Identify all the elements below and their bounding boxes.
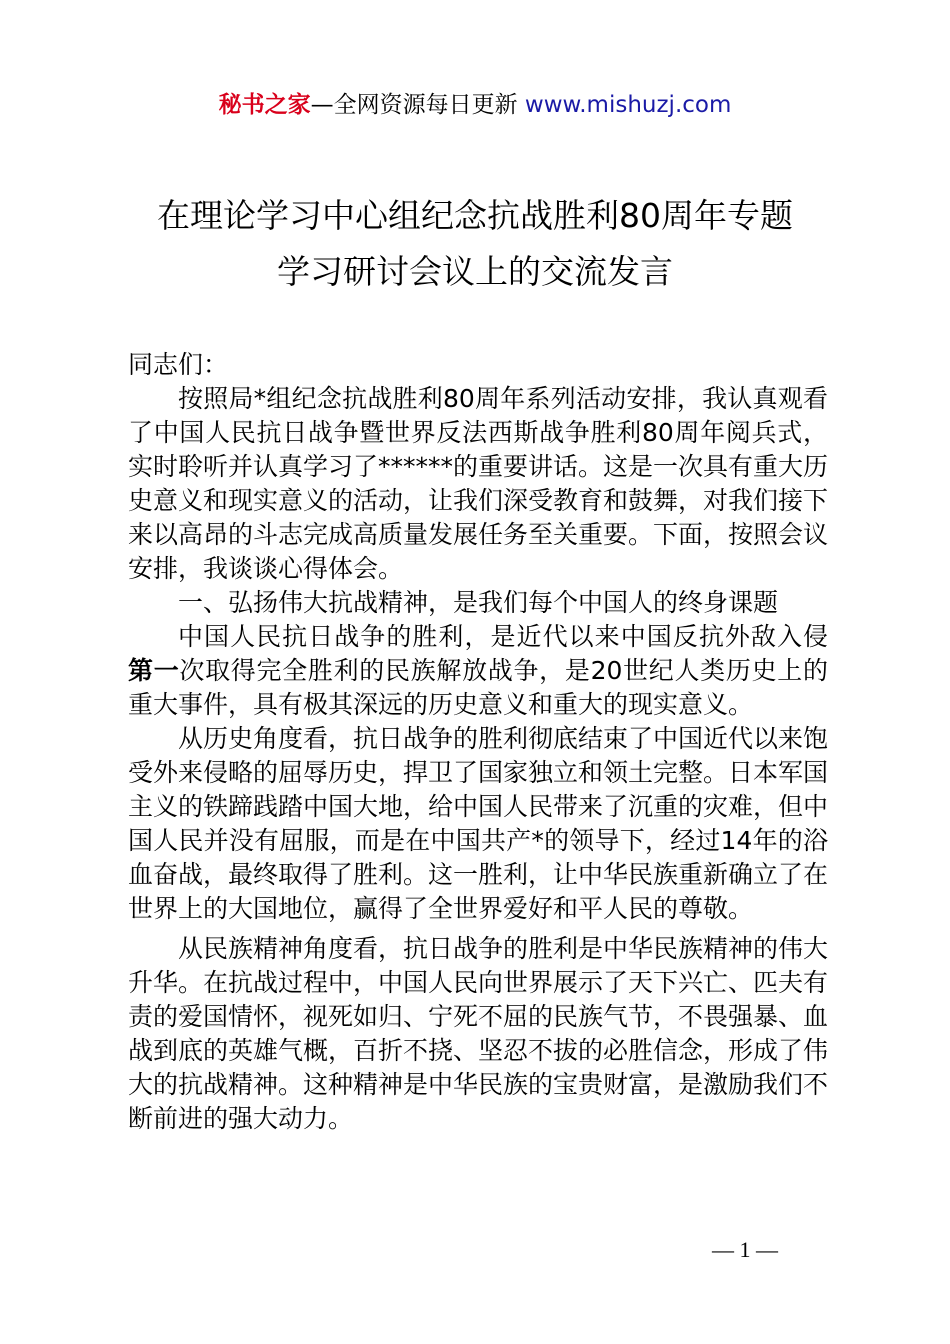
document-body bbox=[128, 348, 828, 1136]
title-line-1: 在理论学习中心组纪念抗战胜利80周年专题 bbox=[157, 196, 793, 235]
paragraph-history: 从历史角度看，抗日战争的胜利彻底结束了中国近代以来饱受外来侵略的屈辱历史，捍卫了国家独立和领土完整。日本军国主义的铁蹄践踏中国大地，给中国人民带来了沉重的灾难，但中国人民并没有屈服，而是在中国共产*的领导下，经过14年的浴血奋战，最终取得了胜利。这一胜利，让中华民族重新确立了在世界上的大国地位，赢得了全世界爱好和平人民的尊敬。 bbox=[128, 724, 829, 923]
paragraph-victory-bold: 第一 bbox=[128, 656, 180, 685]
site-header bbox=[0, 88, 950, 122]
section-heading-1: 一、弘扬伟大抗战精神，是我们每个中国人的终身课题 bbox=[178, 588, 779, 617]
header-tagline: 全网资源每日更新 bbox=[333, 92, 525, 118]
paragraph-victory bbox=[128, 620, 828, 722]
salutation: 同志们： bbox=[128, 350, 229, 379]
paragraph-national-spirit: 从民族精神角度看，抗日战争的胜利是中华民族精神的伟大升华。在抗战过程中，中国人民向世界展示了天下兴亡、匹夫有责的爱国情怀，视死如归、宁死不屈的民族气节，不畏强暴、血战到底的英雄气概，百折不挠、坚忍不拔的必胜信念，形成了伟大的抗战精神。这种精神是中华民族的宝贵财富，是激励我们不断前进的强大动力。 bbox=[128, 934, 829, 1133]
document-title bbox=[0, 188, 950, 300]
page-number: — 1 — bbox=[712, 1237, 778, 1262]
paragraph-victory-start: 中国人民抗日战争的胜利，是近代以来中国反抗外敌入侵 bbox=[178, 622, 828, 651]
title-line-2: 学习研讨会议上的交流发言 bbox=[277, 252, 673, 291]
paragraph-intro: 按照局*组纪念抗战胜利80周年系列活动安排，我认真观看了中国人民抗日战争暨世界反法西斯战争胜利80周年阅兵式，实时聆听并认真学习了******的重要讲话。这是一次具有重大历史意义和现实意义的活动，让我们深受教育和鼓舞，对我们接下来以高昂的斗志完成高质量发展任务至关重要。下面，按照会议安排，我谈谈心得体会。 bbox=[128, 384, 829, 583]
header-separator: — bbox=[310, 92, 334, 118]
site-url-link[interactable]: www.mishuzj.com bbox=[524, 92, 732, 118]
paragraph-victory-rest: 次取得完全胜利的民族解放战争，是20世纪人类历史上的重大事件，具有极其深远的历史意义和重大的现实意义。 bbox=[128, 656, 828, 719]
site-brand: 秘书之家 bbox=[218, 92, 311, 118]
